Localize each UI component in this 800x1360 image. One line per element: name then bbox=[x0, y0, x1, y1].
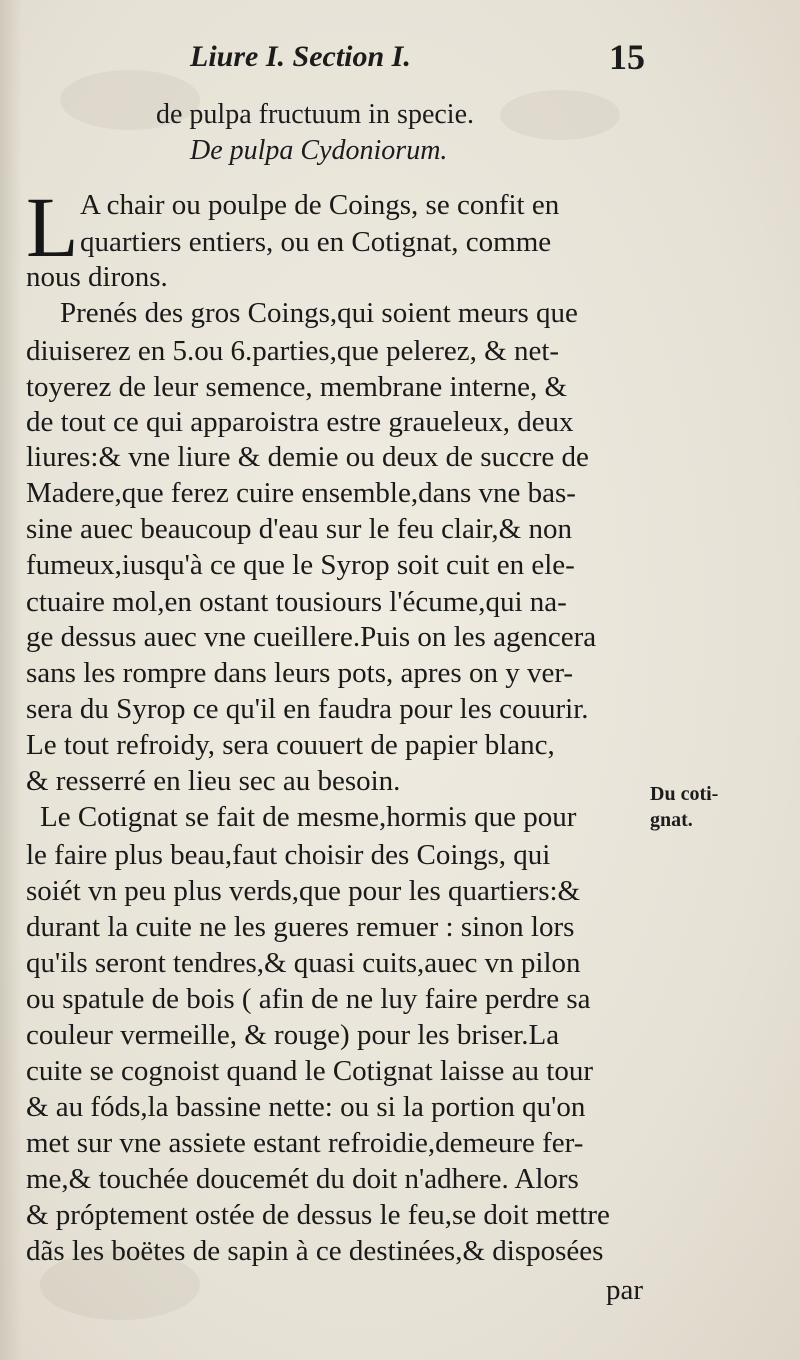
text-line: Prenés des gros Coings,qui soient meurs que bbox=[60, 297, 578, 329]
text-line: sine auec beaucoup d'eau sur le feu clair,& non bbox=[26, 513, 572, 545]
paper-stain bbox=[500, 90, 620, 140]
text-line: Madere,que ferez cuire ensemble,dans vne bas- bbox=[26, 477, 576, 509]
text-line: fumeux,iusqu'à ce que le Syrop soit cuit en ele- bbox=[26, 549, 575, 581]
text-line: durant la cuite ne les gueres remuer : sinon lors bbox=[26, 911, 575, 943]
section-subheading: De pulpa Cydoniorum. bbox=[190, 135, 448, 166]
text-line: ge dessus auec vne cueillere.Puis on les agencera bbox=[26, 621, 597, 653]
text-line: nous dirons. bbox=[26, 261, 168, 293]
text-line: liures:& vne liure & demie ou deux de succre de bbox=[26, 441, 589, 473]
text-line: de tout ce qui apparoistra estre graueleux, deux bbox=[26, 406, 574, 438]
text-line: met sur vne assiete estant refroidie,demeure fer- bbox=[26, 1127, 584, 1159]
marginal-note-line: Du coti- bbox=[650, 783, 719, 805]
text-line: ctuaire mol,en ostant tousiours l'écume,qui na- bbox=[26, 586, 567, 618]
text-line: dãs les boëtes de sapin à ce destinées,& disposées bbox=[26, 1235, 604, 1267]
text-line: couleur vermeille, & rouge) pour les briser.La bbox=[26, 1019, 560, 1051]
text-line: sans les rompre dans leurs pots, apres on y ver- bbox=[26, 657, 574, 689]
text-line: sera du Syrop ce qu'il en faudra pour les couurir. bbox=[26, 693, 589, 725]
marginal-note-line: gnat. bbox=[650, 809, 693, 831]
text-line: cuite se cognoist quand le Cotignat laisse au tour bbox=[26, 1055, 593, 1087]
section-heading: de pulpa fructuum in specie. bbox=[156, 99, 475, 130]
text-line: soiét vn peu plus verds,que pour les quartiers:& bbox=[26, 875, 581, 907]
text-line: qu'ils seront tendres,& quasi cuits,auec vn pilon bbox=[26, 947, 581, 979]
page-gutter-shadow bbox=[0, 0, 22, 1360]
text-line: toyerez de leur semence, membrane interne, & bbox=[26, 371, 568, 403]
text-line: diuiserez en 5.ou 6.parties,que pelerez, & net- bbox=[26, 335, 560, 367]
text-line: Le tout refroidy, sera couuert de papier blanc, bbox=[26, 729, 555, 761]
text-line: le faire plus beau,faut choisir des Coings, qui bbox=[26, 839, 551, 871]
text-line: A chair ou poulpe de Coings, se confit en bbox=[80, 189, 560, 221]
text-line: & resserré en lieu sec au besoin. bbox=[26, 765, 401, 797]
catchword: par bbox=[606, 1274, 644, 1306]
text-line: me,& touchée doucemét du doit n'adhere. Alors bbox=[26, 1163, 579, 1195]
page-number: 15 bbox=[609, 37, 645, 77]
text-line: ou spatule de bois ( afin de ne luy faire perdre sa bbox=[26, 983, 591, 1015]
text-line: Le Cotignat se fait de mesme,hormis que pour bbox=[40, 801, 577, 833]
drop-capital: L bbox=[26, 179, 79, 275]
text-line: & au fóds,la bassine nette: ou si la portion qu'on bbox=[26, 1091, 586, 1123]
text-line: quartiers entiers, ou en Cotignat, comme bbox=[80, 226, 552, 258]
running-title: Liure I. Section I. bbox=[190, 40, 411, 73]
text-line: & próptement ostée de dessus le feu,se doit mettre bbox=[26, 1199, 610, 1231]
